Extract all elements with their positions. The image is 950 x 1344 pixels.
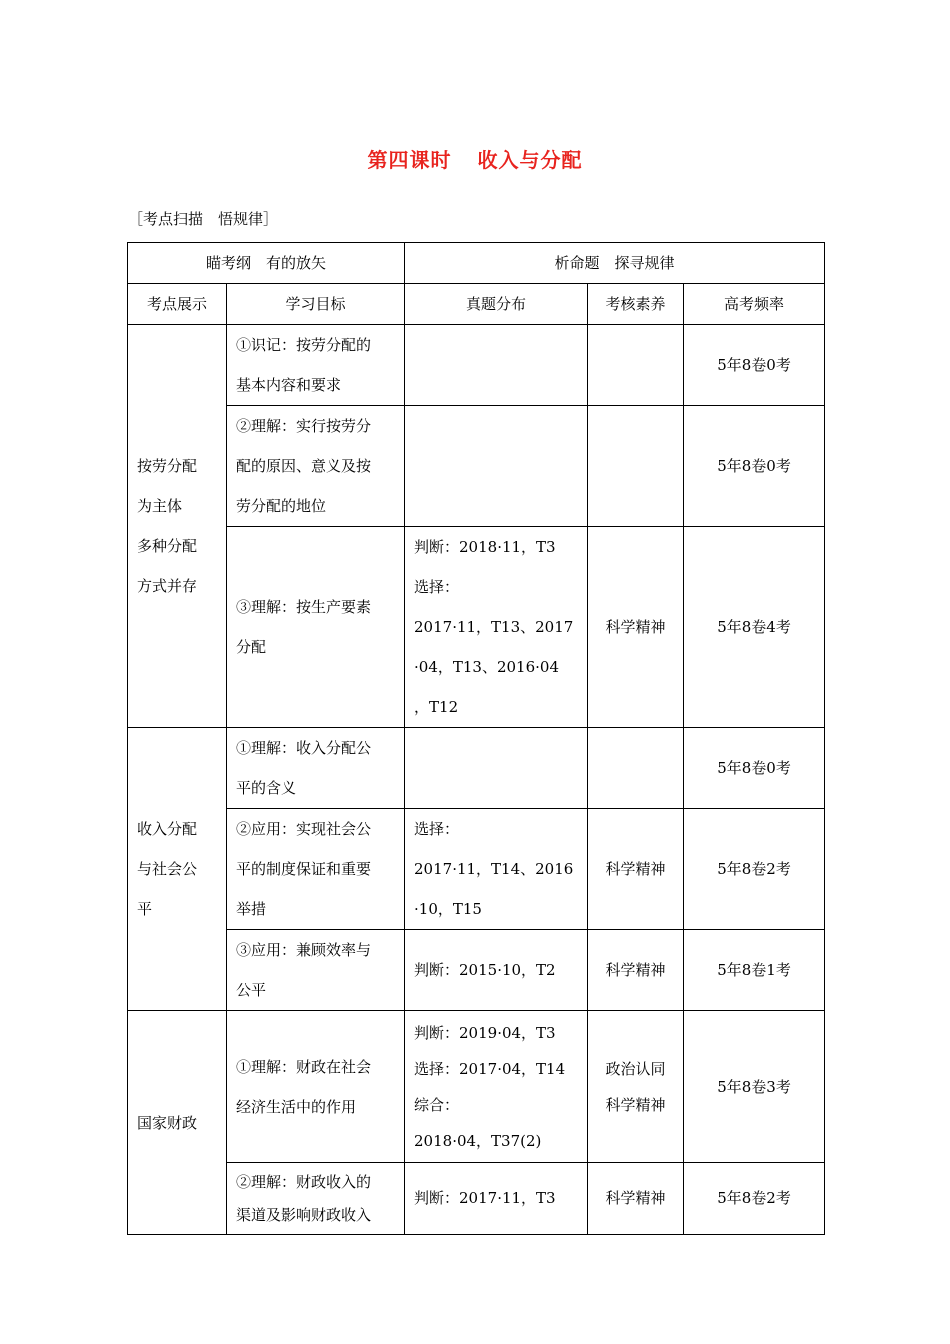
table-row <box>128 1163 825 1235</box>
table-row <box>128 1011 825 1163</box>
topic-cell <box>128 325 227 728</box>
header-right-group: 析命题 探寻规律 <box>405 243 825 284</box>
exams-cell <box>405 527 588 728</box>
frequency-cell: 5年8卷2考 <box>684 1163 825 1235</box>
goal-line: ③理解：按生产要素 <box>236 598 372 616</box>
header-row-1 <box>128 243 825 284</box>
table-row <box>128 809 825 930</box>
topic-line: 平 <box>137 900 153 918</box>
exams-cell <box>405 1011 588 1163</box>
table-row <box>128 527 825 728</box>
literacy-line: 科学精神 <box>605 618 666 636</box>
goal-line: ②理解：财政收入的 <box>236 1172 372 1191</box>
topic-line: 方式并存 <box>137 577 198 595</box>
goal-line: 分配 <box>236 638 267 656</box>
literacy-line: 科学精神 <box>605 961 666 979</box>
topic-line: 多种分配 <box>137 537 198 555</box>
literacy-cell <box>588 1163 684 1235</box>
table-row <box>128 406 825 527</box>
exam-line: 判断：2015·10，T2 <box>414 961 556 979</box>
goal-line: 平的制度保证和重要 <box>236 860 372 878</box>
exam-line: 判断：2019·04，T3 <box>414 1023 556 1042</box>
goal-line: 平的含义 <box>236 779 297 797</box>
literacy-cell <box>588 406 684 527</box>
literacy-line: 科学精神 <box>605 1189 666 1207</box>
exam-line: 选择：2017·04，T14 <box>414 1059 566 1078</box>
table-row <box>128 325 825 406</box>
topic-line: 为主体 <box>137 497 183 515</box>
exams-cell <box>405 406 588 527</box>
exam-line: 判断：2017·11，T3 <box>414 1189 556 1207</box>
table-row <box>128 728 825 809</box>
exams-cell <box>405 1163 588 1235</box>
topic-line: 收入分配 <box>137 820 198 838</box>
goal-line: 劳分配的地位 <box>236 497 327 515</box>
topic-line: 按劳分配 <box>137 457 198 475</box>
exam-line: ·10，T15 <box>414 900 482 918</box>
goal-line: 经济生活中的作用 <box>236 1097 357 1116</box>
exams-cell <box>405 728 588 809</box>
topic-line: 与社会公 <box>137 860 198 878</box>
frequency-cell: 5年8卷4考 <box>684 527 825 728</box>
exam-line: 2017·11，T13、2017 <box>414 618 574 636</box>
exams-cell <box>405 809 588 930</box>
exam-table <box>127 242 825 1235</box>
goal-cell <box>227 406 405 527</box>
literacy-cell <box>588 1011 684 1163</box>
page-title <box>0 144 950 173</box>
title-part2: 收入与分配 <box>477 148 583 172</box>
frequency-cell: 5年8卷2考 <box>684 809 825 930</box>
goal-cell <box>227 1011 405 1163</box>
goal-line: ①理解：财政在社会 <box>236 1057 372 1076</box>
goal-line: 基本内容和要求 <box>236 376 342 394</box>
header-row-2 <box>128 284 825 325</box>
table-row <box>128 930 825 1011</box>
topic-cell <box>128 1011 227 1235</box>
exam-line: 2017·11，T14、2016 <box>414 860 574 878</box>
literacy-cell <box>588 809 684 930</box>
literacy-line: 科学精神 <box>605 860 666 878</box>
goal-cell <box>227 728 405 809</box>
frequency-cell: 5年8卷0考 <box>684 406 825 527</box>
goal-line: 渠道及影响财政收入 <box>236 1205 372 1224</box>
exam-line: 选择： <box>414 578 460 596</box>
section-label: ［考点扫描 悟规律］ <box>128 210 279 228</box>
literacy-cell <box>588 527 684 728</box>
frequency-cell: 5年8卷3考 <box>684 1011 825 1163</box>
goal-cell <box>227 930 405 1011</box>
exam-line: 综合： <box>414 1095 460 1114</box>
goal-line: ③应用：兼顾效率与 <box>236 941 372 959</box>
goal-line: 配的原因、意义及按 <box>236 457 372 475</box>
exam-line: ·04，T13、2016·04 <box>414 658 559 676</box>
goal-cell <box>227 1163 405 1235</box>
topic-line: 国家财政 <box>137 1113 198 1132</box>
col-header-topic: 考点展示 <box>128 284 227 325</box>
col-header-goal: 学习目标 <box>227 284 405 325</box>
goal-line: 公平 <box>236 981 267 999</box>
goal-cell <box>227 527 405 728</box>
goal-line: 举措 <box>236 900 267 918</box>
frequency-cell: 5年8卷0考 <box>684 728 825 809</box>
col-header-exams: 真题分布 <box>405 284 588 325</box>
literacy-line: 政治认同 <box>605 1059 666 1078</box>
goal-line: ②理解：实行按劳分 <box>236 417 372 435</box>
title-part1: 第四课时 <box>367 148 452 172</box>
goal-line: ①识记：按劳分配的 <box>236 336 372 354</box>
literacy-cell <box>588 930 684 1011</box>
goal-line: ①理解：收入分配公 <box>236 739 372 757</box>
goal-cell <box>227 809 405 930</box>
exams-cell <box>405 325 588 406</box>
exams-cell <box>405 930 588 1011</box>
literacy-cell <box>588 728 684 809</box>
topic-cell <box>128 728 227 1011</box>
exam-line: 选择： <box>414 820 460 838</box>
exam-line: 2018·04，T37(2) <box>414 1131 542 1150</box>
header-left-group: 瞄考纲 有的放矢 <box>128 243 405 284</box>
frequency-cell: 5年8卷1考 <box>684 930 825 1011</box>
col-header-frequency: 高考频率 <box>684 284 825 325</box>
frequency-cell: 5年8卷0考 <box>684 325 825 406</box>
literacy-line: 科学精神 <box>605 1095 666 1114</box>
col-header-literacy: 考核素养 <box>588 284 684 325</box>
exam-line: 判断：2018·11，T3 <box>414 538 556 556</box>
literacy-cell <box>588 325 684 406</box>
goal-cell <box>227 325 405 406</box>
exam-line: ，T12 <box>414 698 459 716</box>
goal-line: ②应用：实现社会公 <box>236 820 372 838</box>
